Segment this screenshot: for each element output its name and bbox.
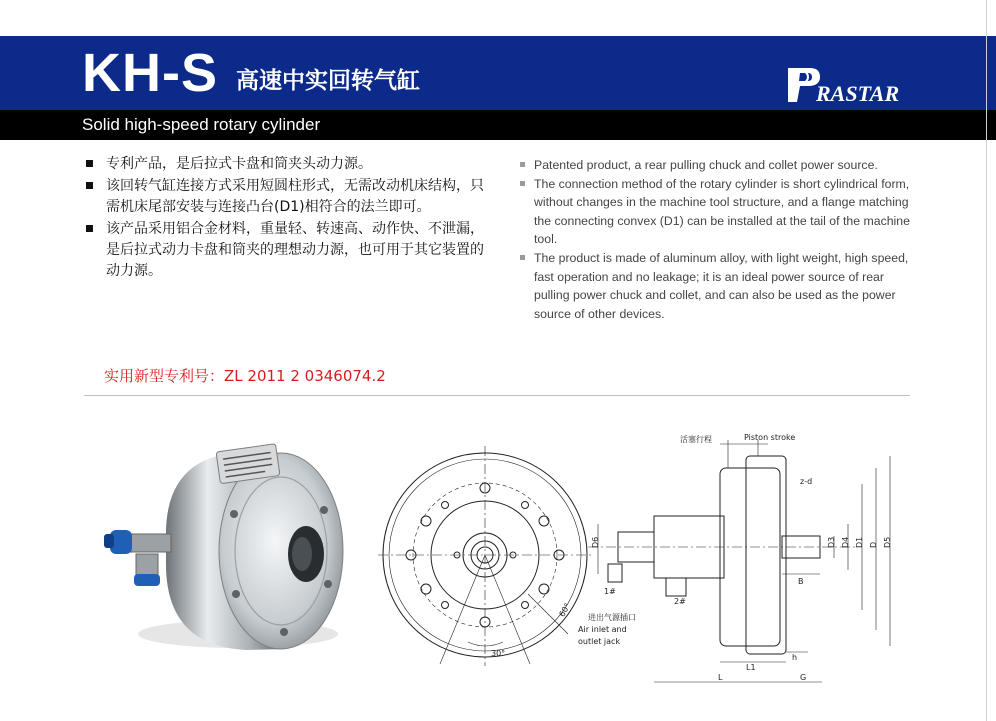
bullet-icon [86, 225, 93, 232]
svg-text:进出气源插口: 进出气源插口 [588, 613, 636, 622]
svg-text:2#: 2# [674, 597, 686, 606]
svg-text:1#: 1# [604, 587, 616, 596]
section-divider [84, 395, 910, 396]
side-view-drawing [578, 424, 918, 686]
bullet-icon [86, 182, 93, 189]
svg-text:D4: D4 [841, 536, 850, 548]
features-cn-list [84, 154, 494, 283]
svg-text:L: L [718, 673, 723, 682]
bullet-icon [520, 181, 525, 186]
front-view-drawing [378, 444, 600, 678]
list-item: 该产品采用铝合金材料，重量轻、转速高、动作快、不泄漏，是后拉式动力卡盘和筒夹的理想动力源，也可用于其它装置的动力源。 [84, 219, 494, 282]
list-item: The connection method of the rotary cylinder is short cylindrical form, without changes in the machine tool structure, and a flange matching the connecting convex (D1) can be installed at the tail of the machine tool. [520, 175, 912, 249]
svg-text:D3: D3 [827, 536, 836, 548]
svg-text:活塞行程: 活塞行程 [680, 435, 712, 444]
svg-text:D: D [869, 541, 878, 548]
svg-text:Air inlet and: Air inlet and [578, 625, 627, 634]
svg-text:60°: 60° [557, 601, 573, 619]
svg-text:L1: L1 [746, 663, 756, 672]
list-item: 该回转气缸连接方式采用短圆柱形式，无需改动机床结构，只需机床尾部安装与连接凸台(D1)相符合的法兰即可。 [84, 176, 494, 218]
svg-text:G: G [800, 673, 807, 682]
svg-text:z-d: z-d [800, 477, 813, 486]
bullet-icon [86, 160, 93, 167]
svg-text:D6: D6 [591, 536, 600, 548]
subtitle-en: Solid high-speed rotary cylinder [82, 115, 321, 134]
brand-logo [784, 64, 914, 106]
product-photo [96, 424, 366, 674]
svg-text:D5: D5 [883, 536, 892, 548]
patent-number: 实用新型专利号：ZL 2011 2 0346074.2 [104, 367, 386, 385]
product-title-cn: 高速中实回转气缸 [236, 68, 420, 94]
features-en-list [520, 156, 912, 323]
svg-text:30°: 30° [491, 649, 506, 658]
svg-text:B: B [798, 577, 804, 586]
page-edge-rule [986, 0, 987, 721]
list-item: Patented product, a rear pulling chuck and collet power source. [520, 156, 912, 175]
list-item: 专利产品，是后拉式卡盘和筒夹头动力源。 [84, 154, 494, 175]
svg-text:D1: D1 [855, 536, 864, 548]
svg-text:h: h [792, 653, 798, 662]
list-item: The product is made of aluminum alloy, with light weight, high speed, fast operation and no leakage; it is an ideal power source of rear pulling power chuck and collet, and can also be used as the power source of other devices. [520, 249, 912, 323]
svg-text:RASTAR: RASTAR [816, 81, 900, 106]
bullet-icon [520, 255, 525, 260]
bullet-icon [520, 162, 525, 167]
model-title: KH-S [82, 43, 218, 103]
subtitle-bar [0, 110, 996, 140]
svg-text:Piston stroke: Piston stroke [744, 433, 796, 442]
svg-text:outlet jack: outlet jack [578, 637, 621, 646]
